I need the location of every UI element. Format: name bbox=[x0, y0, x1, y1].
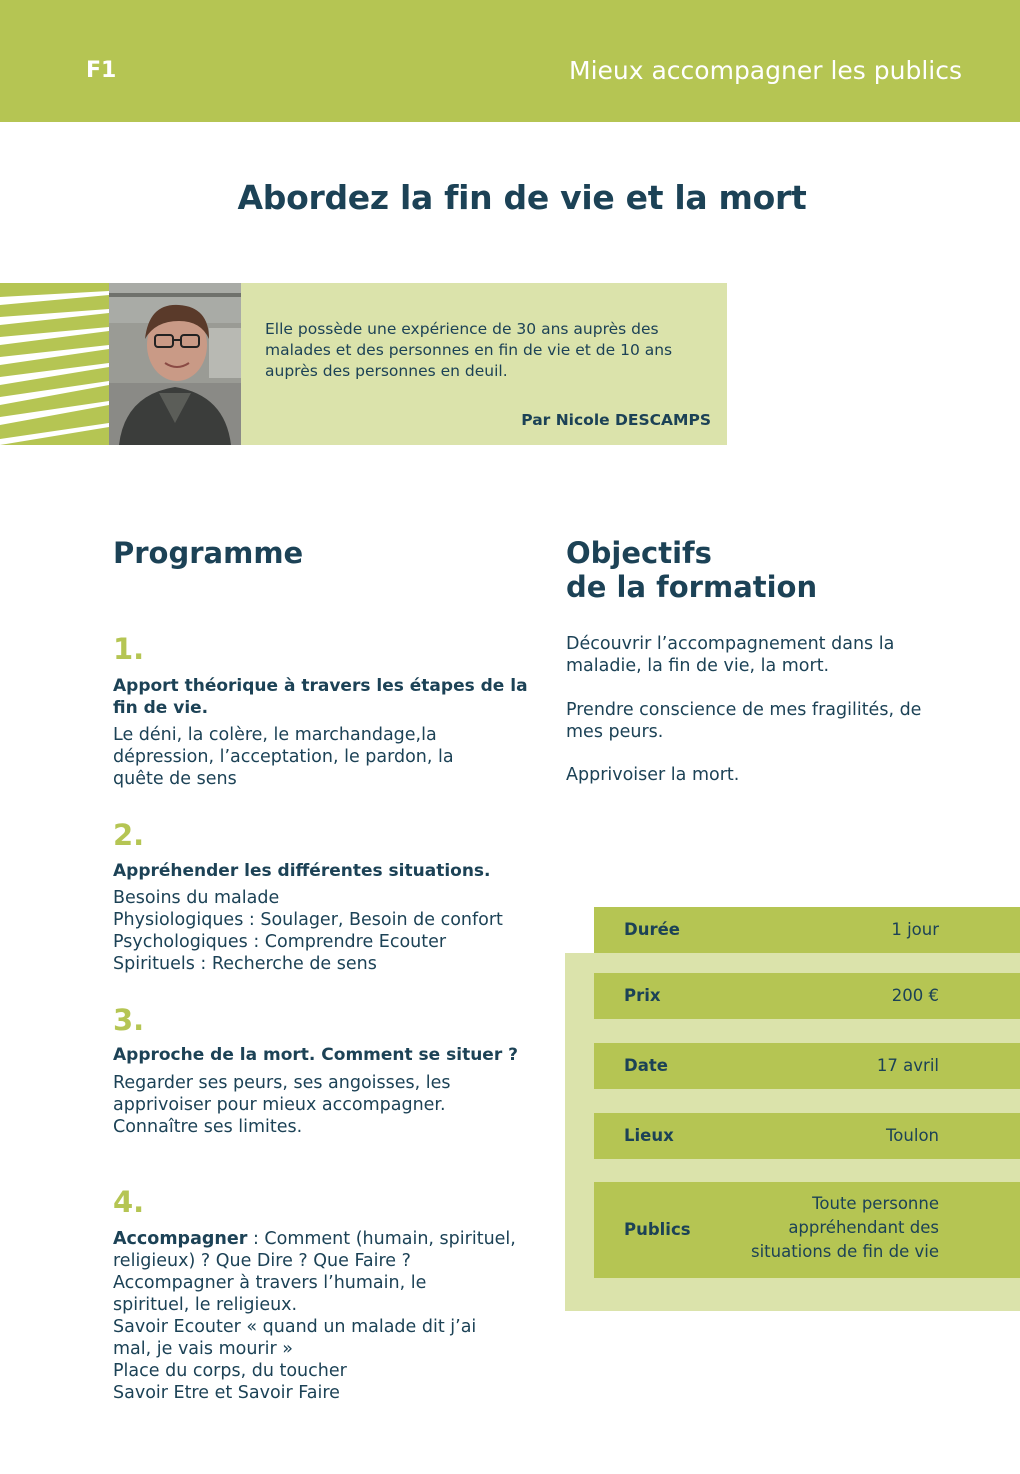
info-value bbox=[877, 1054, 939, 1078]
title-line: Apport théorique à travers les étapes de la bbox=[113, 676, 528, 696]
info-label: Date bbox=[624, 1056, 668, 1075]
info-row-publics bbox=[594, 1182, 1020, 1278]
value-line: appréhendant des bbox=[788, 1218, 939, 1237]
programme-item-number: 3. bbox=[113, 1003, 145, 1037]
title-line: Appréhender les différentes situations. bbox=[113, 861, 491, 881]
text-line: Place du corps, du toucher bbox=[113, 1361, 347, 1381]
programme-item-title bbox=[113, 1044, 518, 1066]
lead-rest: : Comment (humain, spirituel, bbox=[247, 1229, 516, 1249]
text-line: Apprivoiser la mort. bbox=[566, 765, 740, 785]
text-line: mes peurs. bbox=[566, 722, 664, 742]
info-value bbox=[886, 1124, 939, 1148]
bio-line: malades et des personnes en fin de vie et de 10 ans bbox=[265, 341, 673, 359]
value-line: 200 € bbox=[891, 986, 939, 1005]
text-line: Savoir Etre et Savoir Faire bbox=[113, 1383, 340, 1403]
value-line: 1 jour bbox=[891, 920, 939, 939]
programme-item-text bbox=[113, 1228, 518, 1404]
text-line: Physiologiques : Soulager, Besoin de confort bbox=[113, 910, 503, 930]
value-line: situations de fin de vie bbox=[750, 1242, 939, 1261]
text-line: Besoins du malade bbox=[113, 888, 280, 908]
info-row-lieux bbox=[594, 1113, 1020, 1159]
info-row-prix bbox=[594, 973, 1020, 1019]
title-line: Approche de la mort. Comment se situer ? bbox=[113, 1045, 518, 1065]
objectif-paragraph bbox=[566, 699, 946, 743]
programme-item-number: 1. bbox=[113, 632, 145, 666]
course-code: F1 bbox=[86, 58, 117, 83]
programme-item-text bbox=[113, 1072, 518, 1138]
programme-item-text bbox=[113, 887, 518, 975]
page-title: Abordez la fin de vie et la mort bbox=[237, 178, 807, 217]
text-line: quête de sens bbox=[113, 769, 237, 789]
value-line: Toulon bbox=[886, 1126, 939, 1145]
objectif-paragraph bbox=[566, 764, 946, 786]
text-line: maladie, la fin de vie, la mort. bbox=[566, 656, 830, 676]
programme-item-title bbox=[113, 675, 528, 719]
text-line: Psychologiques : Comprendre Ecouter bbox=[113, 932, 447, 952]
text-line: Spirituels : Recherche de sens bbox=[113, 954, 377, 974]
text-line: Découvrir l’accompagnement dans la bbox=[566, 634, 895, 654]
text-line bbox=[113, 1228, 518, 1250]
programme-item-number: 4. bbox=[113, 1185, 145, 1219]
text-line: spirituel, le religieux. bbox=[113, 1295, 298, 1315]
decorative-stripes bbox=[0, 283, 109, 445]
section-title: Mieux accompagner les publics bbox=[569, 56, 962, 85]
portrait-photo bbox=[109, 283, 241, 445]
text-line: Savoir Ecouter « quand un malade dit j’ai bbox=[113, 1317, 477, 1337]
info-label: Lieux bbox=[624, 1126, 674, 1145]
info-label: Durée bbox=[624, 920, 680, 939]
programme-item-title bbox=[113, 860, 513, 882]
bio-line: Elle possède une expérience de 30 ans auprès des bbox=[265, 320, 659, 338]
info-value bbox=[892, 984, 939, 1008]
programme-item-text bbox=[113, 724, 518, 790]
info-row-duree bbox=[594, 907, 1020, 953]
info-value bbox=[891, 918, 939, 942]
info-label: Prix bbox=[624, 986, 661, 1005]
text-line: Regarder ses peurs, ses angoisses, les bbox=[113, 1073, 451, 1093]
info-row-date bbox=[594, 1043, 1020, 1089]
text-line: mal, je vais mourir » bbox=[113, 1339, 293, 1359]
text-line: Le déni, la colère, le marchandage,la bbox=[113, 725, 437, 745]
programme-heading: Programme bbox=[113, 536, 304, 570]
objectifs-heading bbox=[566, 536, 817, 604]
value-line: 17 avril bbox=[876, 1056, 939, 1075]
text-line: dépression, l’acceptation, le pardon, la bbox=[113, 747, 454, 767]
value-line: Toute personne bbox=[812, 1194, 939, 1213]
text-line: apprivoiser pour mieux accompagner. bbox=[113, 1095, 446, 1115]
heading-line: de la formation bbox=[566, 570, 818, 604]
text-line: Connaître ses limites. bbox=[113, 1117, 303, 1137]
bio-author: Par Nicole DESCAMPS bbox=[521, 411, 711, 429]
programme-item-number: 2. bbox=[113, 818, 145, 852]
instructor-bio bbox=[241, 283, 727, 445]
text-line: Accompagner à travers l’humain, le bbox=[113, 1273, 427, 1293]
heading-line: Objectifs bbox=[566, 536, 712, 570]
header-band bbox=[0, 0, 1020, 122]
info-label: Publics bbox=[624, 1220, 691, 1239]
bio-text bbox=[265, 319, 685, 382]
objectif-paragraph bbox=[566, 633, 946, 677]
text-line: religieux) ? Que Dire ? Que Faire ? bbox=[113, 1251, 411, 1271]
text-line: Prendre conscience de mes fragilités, de bbox=[566, 700, 922, 720]
bio-line: auprès des personnes en deuil. bbox=[265, 362, 508, 380]
info-value bbox=[751, 1192, 939, 1264]
lead-bold: Accompagner bbox=[113, 1229, 248, 1249]
title-line: fin de vie. bbox=[113, 698, 209, 718]
